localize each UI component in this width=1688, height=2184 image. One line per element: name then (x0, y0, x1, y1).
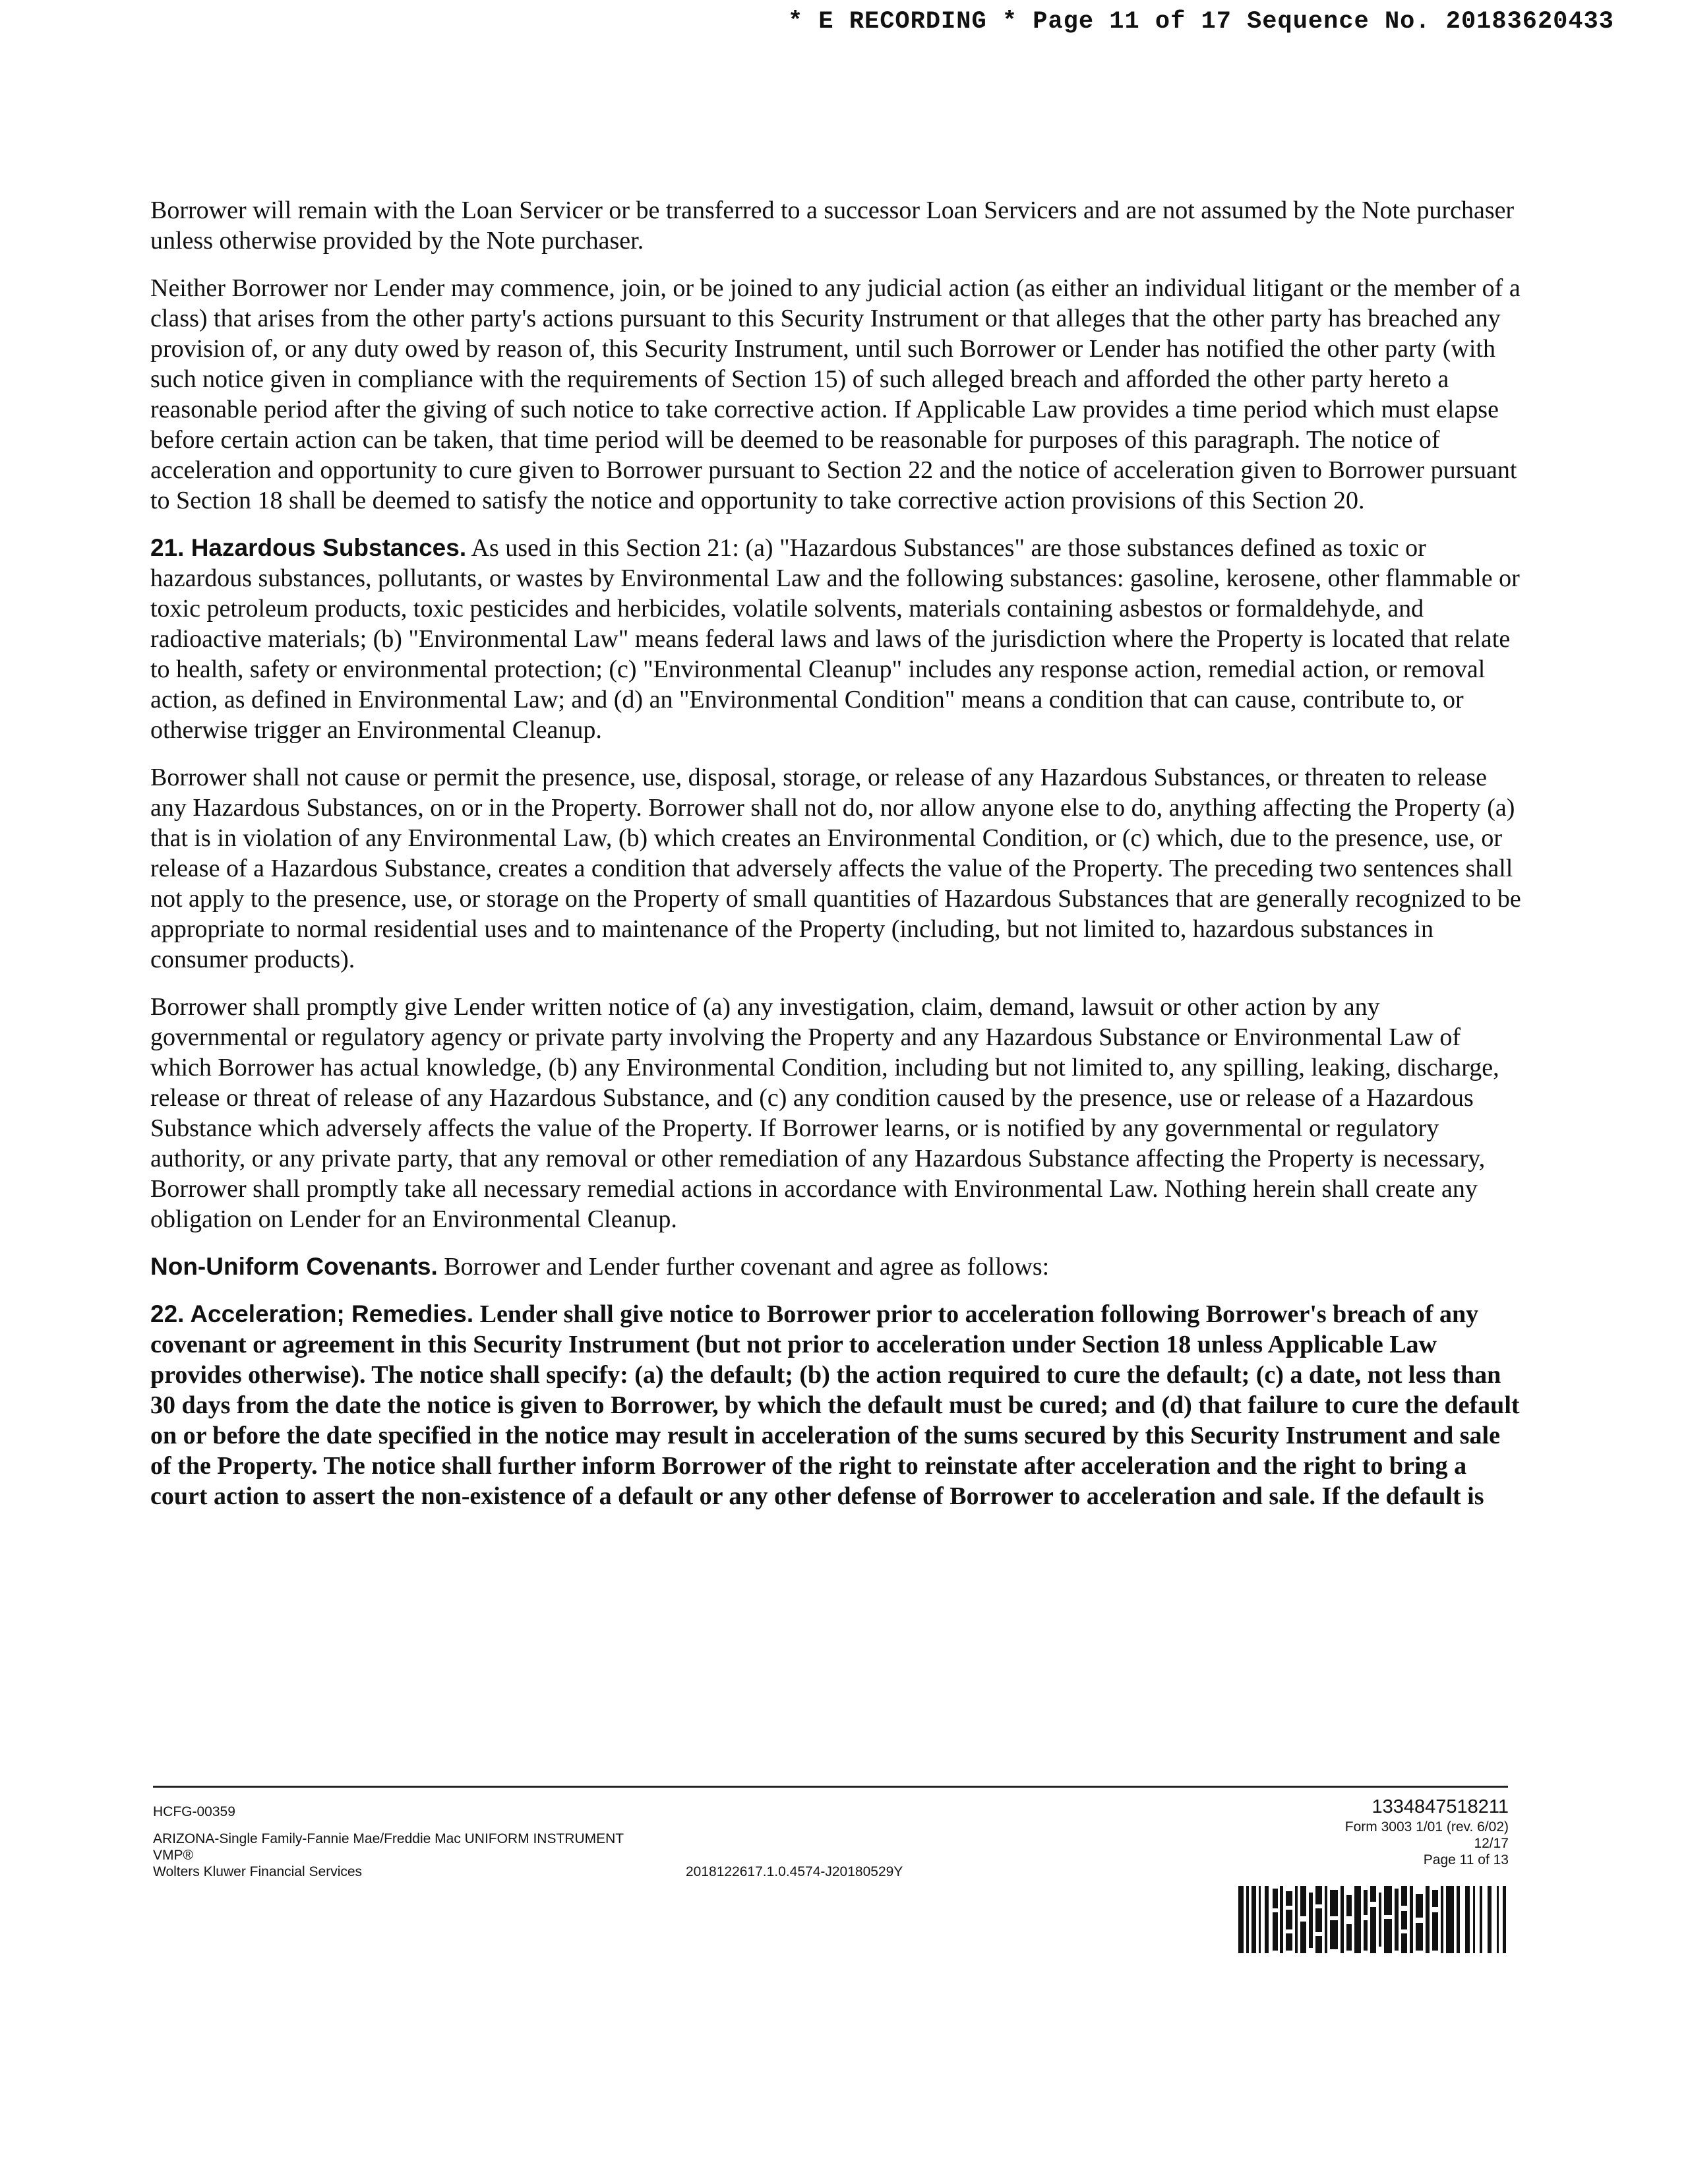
section-22-text: Lender shall give notice to Borrower prior to acceleration following Borrower's breach of any covenant or agreement in this Security Instrument (but not prior to acceleration under Section 18 unless Applicable Law provides otherwise). The notice shall specify: (a) the default; (b) the action required to cure the default; (c) a date, not less than 30 days from the date the notice is given to Borrower, by which the default must be cured; and (d) that failure to cure the default on or before the date specified in the notice may result in acceleration of the sums secured by this Security Instrument and sale of the Property. The notice shall further inform Borrower of the right to reinstate after acceleration and the right to bring a court action to assert the non-existence of a default or any other defense of Borrower to acceleration and sale. If the default is (150, 1300, 1520, 1510)
paragraph-hazardous-use: Borrower shall not cause or permit the presence, use, disposal, storage, or release of any Hazardous Substances, or threaten to release any Hazardous Substances, on or in the Property. Borrower shall not do, nor allow anyone else to do, anything affecting the Property (a) that is in violation of any Environmental Law, (b) which creates an Environmental Condition, or (c) which, due to the presence, use, or release of a Hazardous Substance, creates a condition that adversely affects the value of the Property. The preceding two sentences shall not apply to the presence, use, or storage on the Property of small quantities of Hazardous Substances that are generally recognized to be appropriate to normal residential uses and to maintenance of the Property (including, but not limited to, hazardous substances in consumer products). (150, 764, 1521, 973)
vmp-label: VMP® (153, 1848, 193, 1863)
recording-header: * E RECORDING * Page 11 of 17 Sequence No. 20183620433 (788, 8, 1614, 36)
revision-date: 12/17 (1474, 1836, 1509, 1851)
footer-right (1345, 1795, 1509, 1868)
paragraph-section-21 (150, 533, 1522, 745)
form-title: ARIZONA-Single Family-Fannie Mae/Freddie Mac UNIFORM INSTRUMENT (153, 1831, 624, 1846)
section-22-heading: 22. Acceleration; Remedies. (150, 1300, 474, 1327)
paragraph-loan-servicer: Borrower will remain with the Loan Servicer or be transferred to a successor Loan Servicers and are not assumed by the Note purchaser unless otherwise provided by the Note purchaser. (150, 197, 1515, 255)
section-21-text: As used in this Section 21: (a) "Hazardous Substances" are those substances defined as toxic or hazardous substances, pollutants, or wastes by Environmental Law and the following substances: gasoline, kerosene, other flammable or toxic petroleum products, toxic pesticides and herbicides, volatile solvents, materials containing asbestos or formaldehyde, and radioactive materials; (b) "Environmental Law" means federal laws and laws of the jurisdiction where the Property is located that relate to health, safety or environmental protection; (c) "Environmental Cleanup" includes any response action, remedial action, or removal action, as defined in Environmental Law; and (d) an "Environmental Condition" means a condition that can cause, contribute to, or otherwise trigger an Environmental Cleanup. (150, 534, 1520, 744)
non-uniform-text: Borrower and Lender further covenant and agree as follows: (444, 1253, 1050, 1281)
barcode-icon (1238, 1886, 1509, 1953)
document-body (150, 195, 1522, 1529)
paragraph-non-uniform (150, 1252, 1522, 1282)
paragraph-notice-grievance: Neither Borrower nor Lender may commence, join, or be joined to any judicial action (as either an individual litigant or the member of a class) that arises from the other party's actions pursuant to this Security Instrument or that alleges that the other party has breached any provision of, or any duty owed by reason of, this Security Instrument, until such Borrower or Lender has notified the other party (with such notice given in compliance with the requirements of Section 15) of such alleged breach and afforded the other party hereto a reasonable period after the giving of such notice to take corrective action. If Applicable Law provides a time period which must elapse before certain action can be taken, that time period will be deemed to be reasonable for purposes of this paragraph. The notice of acceleration and opportunity to cure given to Borrower pursuant to Section 22 and the notice of acceleration given to Borrower pursuant to Section 18 shall be deemed to satisfy the notice and opportunity to take corrective action provisions of this Section 20. (150, 274, 1521, 514)
form-code: HCFG-00359 (153, 1804, 235, 1819)
non-uniform-heading: Non-Uniform Covenants. (150, 1253, 438, 1280)
paragraph-section-22 (150, 1299, 1522, 1511)
section-21-heading: 21. Hazardous Substances. (150, 534, 467, 561)
publisher-row (153, 1864, 1010, 1880)
loan-number: 1334847518211 (1372, 1796, 1509, 1817)
paragraph-hazardous-notice: Borrower shall promptly give Lender written notice of (a) any investigation, claim, demand, lawsuit or other action by any governmental or regulatory agency or private party involving the Property and any Hazardous Substance or Environmental Law of which Borrower has actual knowledge, (b) any Environmental Condition, including but not limited to, any spilling, leaking, discharge, release or threat of release of any Hazardous Substance, and (c) any condition caused by the presence, use or release of a Hazardous Substance which adversely affects the value of the Property. If Borrower learns, or is notified by any governmental or regulatory authority, or any private party, that any removal or other remediation of any Hazardous Substance affecting the Property is necessary, Borrower shall promptly take all necessary remedial actions in accordance with Environmental Law. Nothing herein shall create any obligation on Lender for an Environmental Cleanup. (150, 993, 1499, 1233)
document-id: 2018122617.1.0.4574-J20180529Y (686, 1864, 903, 1879)
footer-left (153, 1804, 1010, 1880)
footer-divider (153, 1786, 1508, 1788)
form-number: Form 3003 1/01 (rev. 6/02) (1344, 1819, 1509, 1835)
publisher-name: Wolters Kluwer Financial Services (153, 1864, 363, 1879)
page-label: Page 11 of 13 (1423, 1852, 1509, 1867)
